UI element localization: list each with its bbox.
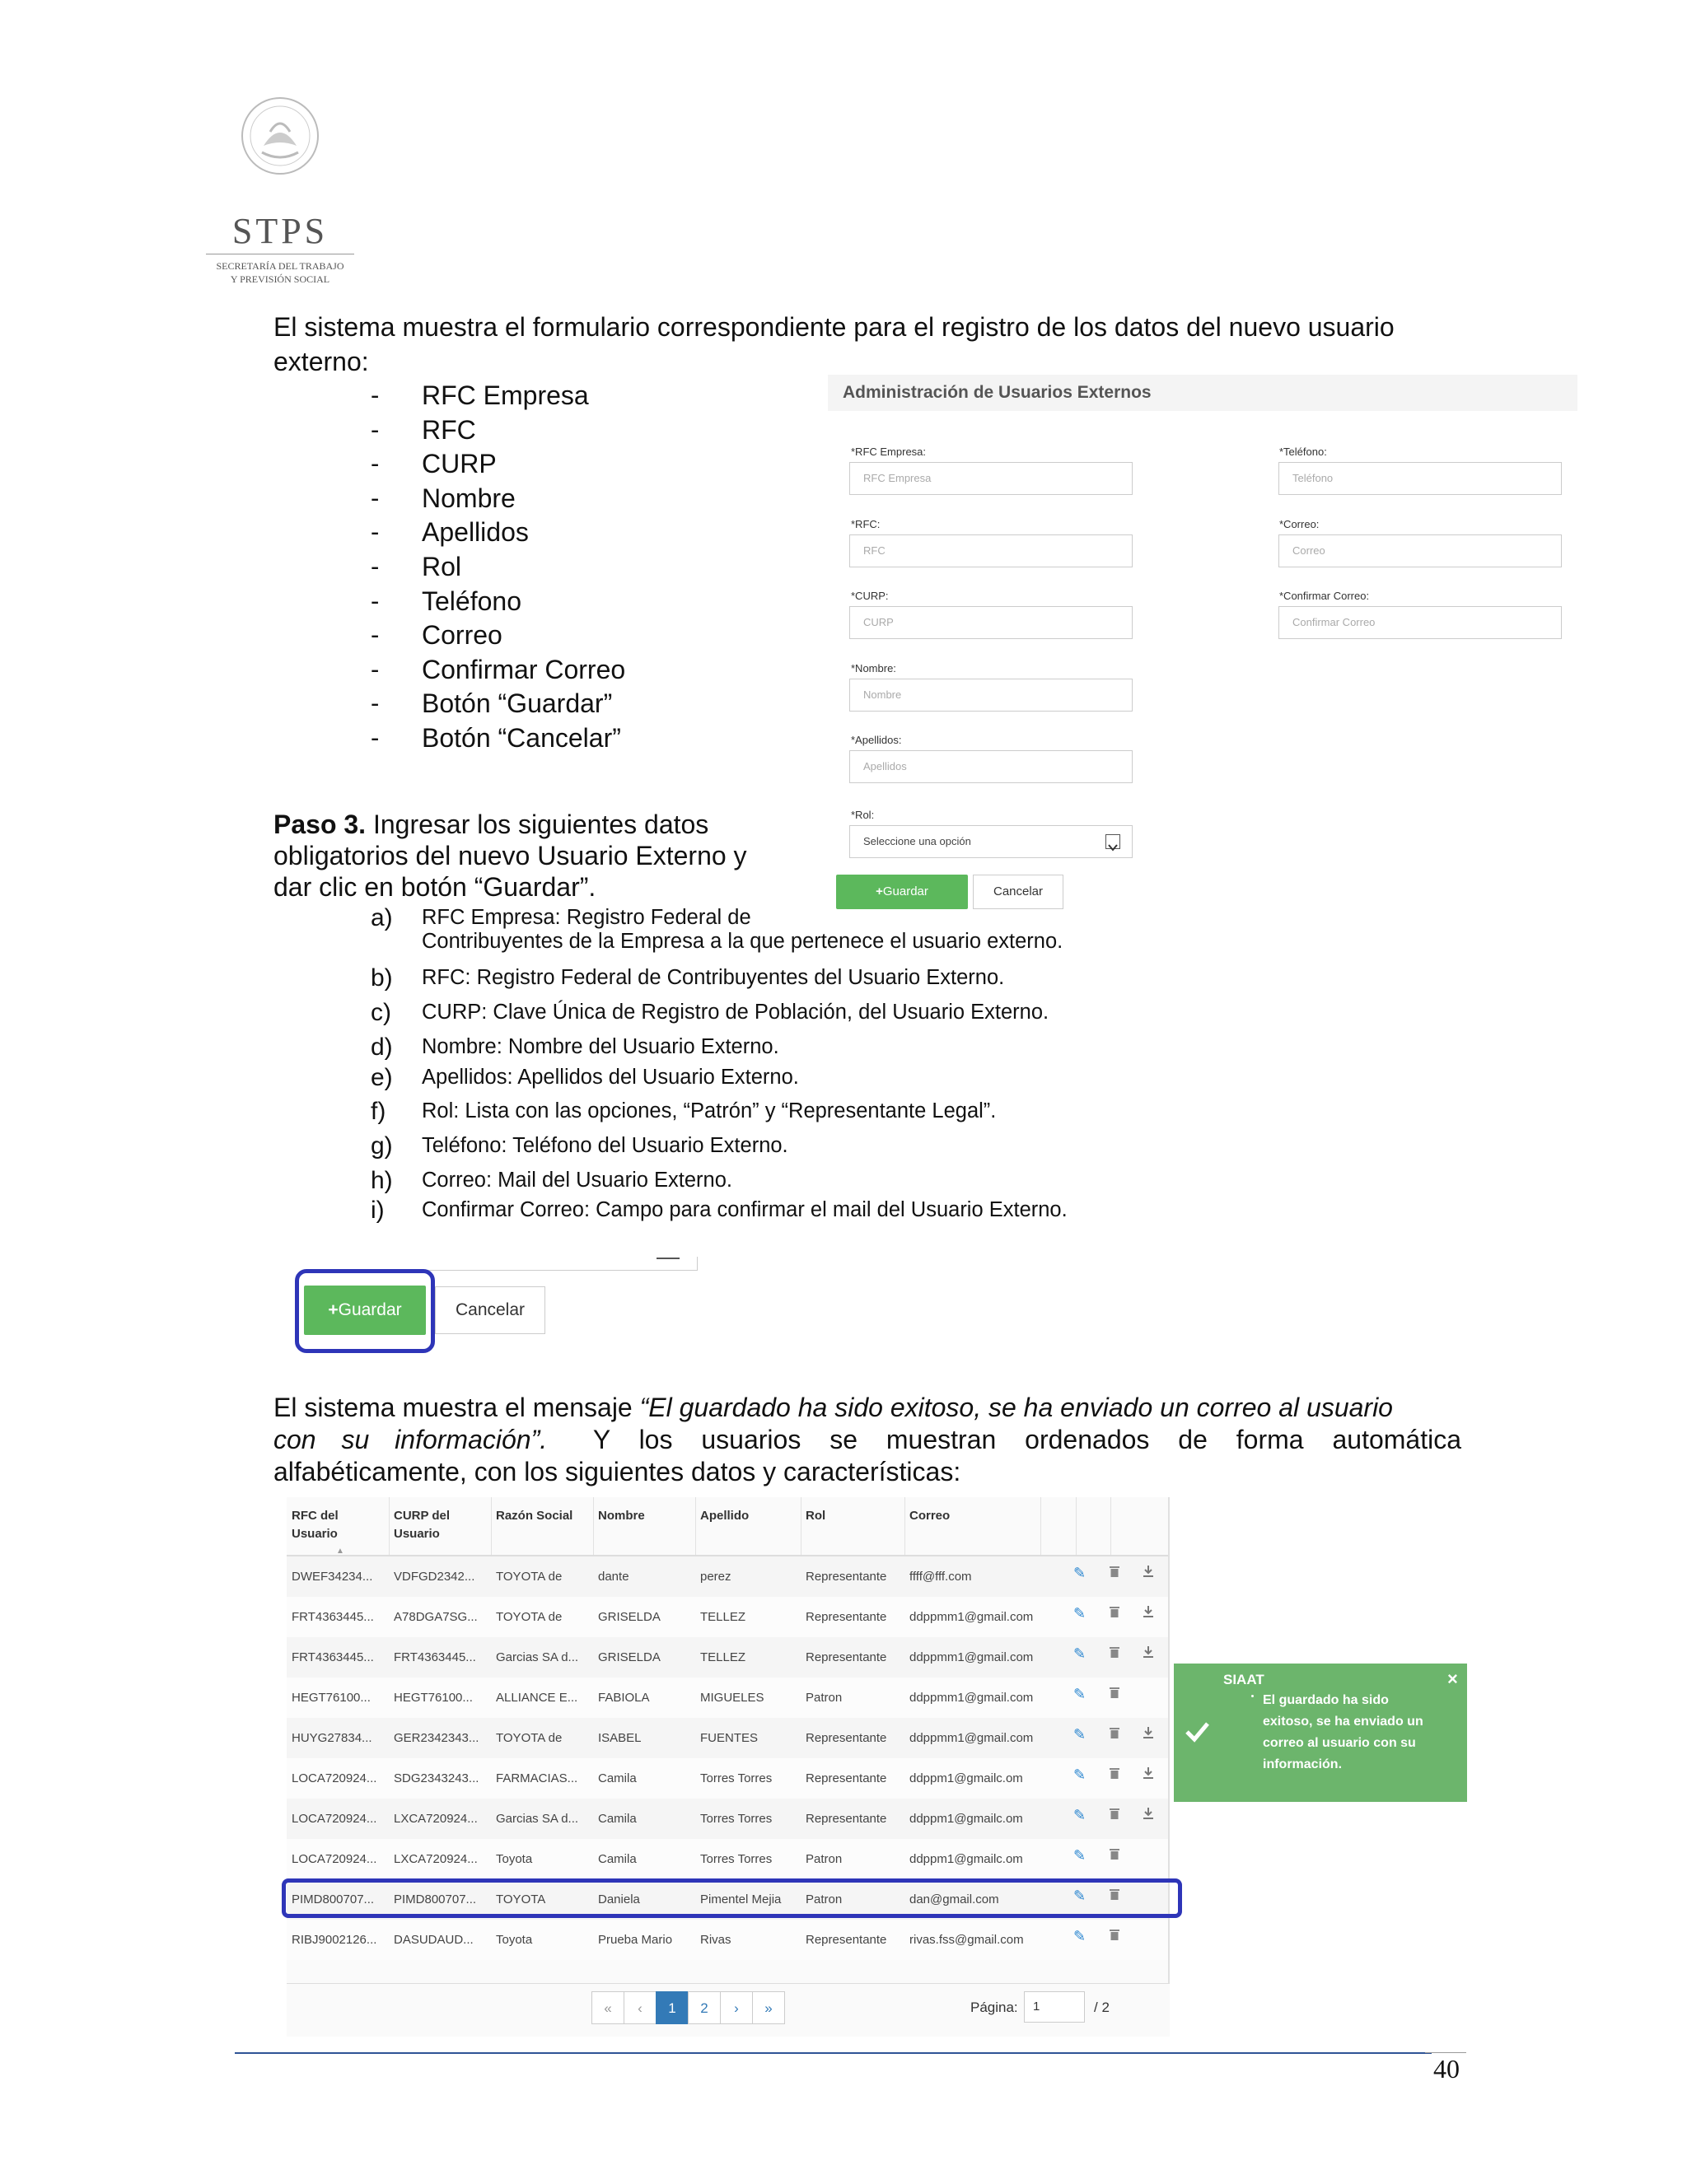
minus-icon [657, 1258, 680, 1259]
table-row[interactable] [287, 1637, 1170, 1678]
table-cell: GRISELDA [598, 1650, 661, 1664]
edit-icon[interactable]: ✎ [1073, 1686, 1087, 1702]
table-cell: PIMD800707... [292, 1892, 375, 1906]
header-divider [1076, 1497, 1077, 1555]
description-text: Apellidos: Apellidos del Usuario Externo. [422, 1066, 799, 1089]
table-cell: DWEF34234... [292, 1570, 373, 1584]
edit-icon[interactable]: ✎ [1073, 1928, 1087, 1944]
list-dash: - [371, 586, 380, 615]
table-cell: Garcias SA d... [496, 1812, 579, 1826]
table-cell: PIMD800707... [394, 1892, 477, 1906]
toast-message-line: exitoso, se ha enviado un [1263, 1715, 1423, 1729]
table-cell: ddppmm1@gmail.com [909, 1731, 1034, 1745]
table-cell: Patron [806, 1852, 843, 1866]
list-dash: - [371, 552, 380, 581]
table-cell: Representante [806, 1812, 887, 1826]
table-cell: LOCA720924... [292, 1771, 377, 1785]
chevron-down-icon [1105, 834, 1120, 849]
edit-icon[interactable]: ✎ [1073, 1726, 1087, 1743]
table-header[interactable] [700, 1507, 749, 1525]
field-list-item: Botón “Cancelar” [422, 723, 621, 753]
table-cell: ISABEL [598, 1731, 642, 1745]
step3-line2: obligatorios del nuevo Usuario Externo y [273, 841, 747, 870]
step3-line1-text: Ingresar los siguientes datos [366, 810, 709, 839]
table-row[interactable] [287, 1597, 1170, 1637]
zoom-save-button[interactable] [304, 1286, 426, 1335]
download-icon[interactable] [1142, 1605, 1155, 1622]
pagination [591, 1991, 789, 2024]
edit-icon[interactable]: ✎ [1073, 1645, 1087, 1662]
highlight-row-box [282, 1878, 1182, 1918]
field-list-item: Correo [422, 620, 502, 651]
edit-icon[interactable]: ✎ [1073, 1766, 1087, 1783]
logo-sub-line1: SECRETARÍA DEL TRABAJO [216, 260, 344, 272]
message-l1b: “El guardado ha sido exitoso, se ha enviado un correo al usuario [639, 1393, 1393, 1422]
table-row[interactable] [287, 1758, 1170, 1799]
description-letter: i) [371, 1197, 385, 1224]
field-list-item: RFC Empresa [422, 380, 589, 410]
description-letter: d) [371, 1034, 393, 1061]
table-cell: TELLEZ [700, 1610, 746, 1624]
toast-message-line: información. [1263, 1757, 1343, 1771]
download-icon[interactable] [1142, 1807, 1155, 1824]
description-text-cont: Contribuyentes de la Empresa a la que pertenece el usuario externo. [422, 930, 1063, 953]
list-dash: - [371, 654, 380, 684]
form-field-label: *Nombre: [851, 661, 896, 674]
admin-form-panel [828, 375, 1577, 922]
table-cell: dan@gmail.com [909, 1892, 999, 1906]
table-cell: TOYOTA de [496, 1610, 563, 1624]
header-divider [491, 1497, 492, 1555]
trash-icon[interactable] [1109, 1686, 1120, 1703]
table-cell: Torres Torres [700, 1852, 773, 1866]
prev-page-button[interactable]: ‹ [624, 1991, 657, 2024]
edit-icon[interactable]: ✎ [1073, 1807, 1087, 1823]
field-list-item: CURP [422, 449, 497, 479]
message-l2b: Y los usuarios se muestran ordenados de forma automática [592, 1425, 1461, 1454]
table-row[interactable] [287, 1556, 1170, 1597]
list-dash: - [371, 483, 380, 512]
list-dash: - [371, 449, 380, 478]
header-line1: RFC del [292, 1509, 339, 1523]
rol-label: *Rol: [851, 809, 875, 821]
header-line1: Nombre [598, 1509, 645, 1523]
footer-line [235, 2052, 1432, 2054]
form-input[interactable]: CURP [849, 606, 1133, 639]
field-list-item: Apellidos [422, 517, 529, 548]
description-letter: b) [371, 964, 393, 992]
trash-icon[interactable] [1109, 1766, 1120, 1784]
table-cell: Representante [806, 1771, 887, 1785]
table-cell: Camila [598, 1771, 637, 1785]
header-divider [695, 1497, 696, 1555]
table-cell: ddppmm1@gmail.com [909, 1610, 1034, 1624]
message-line1 [273, 1390, 1461, 1425]
table-row[interactable] [287, 1839, 1170, 1879]
table-cell: Rivas [700, 1933, 731, 1947]
intro-line2: externo: [273, 347, 369, 376]
field-list-item: Teléfono [422, 586, 521, 616]
table-header[interactable] [909, 1507, 950, 1525]
table-cell: ddppm1@gmailc.om [909, 1812, 1023, 1826]
table-cell: FRT4363445... [394, 1650, 476, 1664]
sort-asc-icon: ▲ [336, 1547, 344, 1556]
trash-icon[interactable] [1109, 1605, 1120, 1622]
table-cell: Pimentel Mejia [700, 1892, 782, 1906]
toast-close-icon[interactable]: × [1447, 1668, 1458, 1689]
header-divider [389, 1497, 390, 1555]
form-input[interactable]: Correo [1278, 534, 1562, 567]
form-input[interactable]: Confirmar Correo [1278, 606, 1562, 639]
logo-subtitle [198, 259, 362, 286]
table-cell: Camila [598, 1852, 637, 1866]
trash-icon[interactable] [1109, 1726, 1120, 1743]
edit-icon[interactable]: ✎ [1073, 1888, 1087, 1904]
trash-icon[interactable] [1109, 1565, 1120, 1582]
trash-icon[interactable] [1109, 1928, 1120, 1945]
download-icon[interactable] [1142, 1726, 1155, 1743]
form-input[interactable]: Apellidos [849, 750, 1133, 783]
rol-select-value: Seleccione una opción [863, 835, 971, 847]
form-field-label: *Confirmar Correo: [1279, 590, 1370, 602]
table-cell: Representante [806, 1731, 887, 1745]
table-cell: FUENTES [700, 1731, 759, 1745]
description-text: Teléfono: Teléfono del Usuario Externo. [422, 1134, 788, 1157]
message-l1a: El sistema muestra el mensaje [273, 1393, 640, 1422]
table-cell: SDG2343243... [394, 1771, 479, 1785]
table-cell: Patron [806, 1892, 843, 1906]
header-divider [1110, 1497, 1111, 1555]
table-cell: ddppm1@gmailc.om [909, 1852, 1023, 1866]
table-cell: Toyota [496, 1852, 533, 1866]
table-cell: A78DGA7SG... [394, 1610, 478, 1624]
table-cell: Toyota [496, 1933, 533, 1947]
page-total: / 2 [1094, 2000, 1110, 2015]
step3-line1 [273, 807, 708, 842]
toast-message-line: correo al usuario con su [1263, 1736, 1416, 1750]
download-icon[interactable] [1142, 1766, 1155, 1784]
table-cell: Patron [806, 1691, 843, 1705]
table-cell: Torres Torres [700, 1812, 773, 1826]
page-input[interactable]: 1 [1024, 1991, 1085, 2023]
header-divider [904, 1497, 905, 1555]
field-list-item: Rol [422, 552, 462, 581]
table-cell: LXCA720924... [394, 1812, 478, 1826]
table-cell: HUYG27834... [292, 1731, 372, 1745]
table-row[interactable] [287, 1920, 1170, 1960]
table-header[interactable] [394, 1507, 450, 1543]
table-cell: ddppmm1@gmail.com [909, 1650, 1034, 1664]
header-line2: Usuario [292, 1527, 338, 1541]
table-row[interactable] [287, 1799, 1170, 1839]
table-cell: MIGUELES [700, 1691, 764, 1705]
message-line3: alfabéticamente, con los siguientes datos y características: [273, 1457, 961, 1486]
table-cell: FRT4363445... [292, 1610, 374, 1624]
logo-sub-line2: Y PREVISIÓN SOCIAL [230, 273, 330, 285]
table-row[interactable] [287, 1678, 1170, 1718]
cancel-button[interactable]: Cancelar [973, 875, 1063, 909]
table-cell: Garcias SA d... [496, 1650, 579, 1664]
table-cell: DASUDAUD... [394, 1933, 474, 1947]
table-cell: FABIOLA [598, 1691, 650, 1705]
table-cell: TOYOTA de [496, 1731, 563, 1745]
step3-bold: Paso 3. [273, 810, 367, 839]
table-cell: ALLIANCE E... [496, 1691, 578, 1705]
table-cell: ddppm1@gmailc.om [909, 1771, 1023, 1785]
description-text: CURP: Clave Única de Registro de Población, del Usuario Externo. [422, 1001, 1049, 1024]
footer-line-end [1425, 2052, 1466, 2053]
description-text: RFC: Registro Federal de Contribuyentes del Usuario Externo. [422, 966, 1005, 989]
list-dash: - [371, 620, 380, 650]
table-cell: HEGT76100... [394, 1691, 473, 1705]
form-field-label: *Teléfono: [1279, 446, 1327, 458]
page-number: 40 [1433, 2054, 1460, 2084]
table-header[interactable] [598, 1507, 645, 1525]
form-field-label: *RFC: [851, 517, 881, 530]
field-list-item: Confirmar Correo [422, 654, 626, 684]
list-dash: - [371, 688, 380, 718]
table-cell: RIBJ9002126... [292, 1933, 377, 1947]
message-line2 [273, 1422, 1461, 1457]
table-header[interactable] [496, 1507, 572, 1525]
table-cell: HEGT76100... [292, 1691, 371, 1705]
message-l2a: con su información”. [273, 1425, 548, 1454]
table-header[interactable] [292, 1507, 339, 1543]
form-field-label: *Correo: [1279, 517, 1320, 530]
edit-icon[interactable]: ✎ [1073, 1847, 1087, 1864]
field-list-item: RFC [422, 414, 476, 445]
header-line1: Razón Social [496, 1509, 573, 1523]
table-cell: rivas.fss@gmail.com [909, 1933, 1024, 1947]
table-cell: Torres Torres [700, 1771, 773, 1785]
description-letter: g) [371, 1132, 393, 1160]
form-field-label: *CURP: [851, 590, 889, 602]
table-cell: FRT4363445... [292, 1650, 374, 1664]
download-icon[interactable] [1142, 1565, 1155, 1582]
zoom-cancel-button[interactable]: Cancelar [435, 1286, 545, 1334]
toast-message-line: El guardado ha sido [1263, 1693, 1389, 1707]
description-text: Rol: Lista con las opciones, “Patrón” y “Representante Legal”. [422, 1099, 997, 1122]
table-cell: Camila [598, 1812, 637, 1826]
pager-divider [287, 1983, 1170, 1984]
save-button-label: Guardar [882, 884, 928, 898]
toast-title: SIAAT [1223, 1672, 1264, 1687]
form-input[interactable]: RFC Empresa [849, 462, 1133, 495]
table-row[interactable] [287, 1718, 1170, 1758]
table-cell: Representante [806, 1570, 887, 1584]
rol-select[interactable] [849, 825, 1133, 858]
form-field-label: *RFC Empresa: [851, 446, 927, 458]
table-cell: ddppmm1@gmail.com [909, 1691, 1034, 1705]
page-2-button[interactable]: 2 [688, 1991, 721, 2024]
page-1-button[interactable]: 1 [656, 1991, 689, 2024]
table-cell: LOCA720924... [292, 1812, 377, 1826]
header-line1: Apellido [700, 1509, 750, 1523]
download-icon[interactable] [1142, 1645, 1155, 1663]
trash-icon[interactable] [1109, 1847, 1120, 1864]
table-cell: perez [700, 1570, 731, 1584]
field-list-item: Nombre [422, 483, 516, 513]
header-divider [593, 1497, 594, 1555]
users-table [287, 1497, 1170, 2037]
description-text: Confirmar Correo: Campo para confirmar el mail del Usuario Externo. [422, 1198, 1068, 1221]
table-cell: Prueba Mario [598, 1933, 673, 1947]
edit-icon[interactable]: ✎ [1073, 1565, 1087, 1581]
trash-icon[interactable] [1109, 1645, 1120, 1663]
description-letter: h) [371, 1167, 393, 1194]
table-cell: ffff@fff.com [909, 1570, 972, 1584]
table-cell: TELLEZ [700, 1650, 746, 1664]
table-cell: TOYOTA [496, 1892, 546, 1906]
table-cell: Representante [806, 1933, 887, 1947]
save-button[interactable] [836, 875, 968, 909]
edit-icon[interactable]: ✎ [1073, 1605, 1087, 1622]
toast-bullet [1251, 1695, 1254, 1697]
next-page-button[interactable]: › [720, 1991, 753, 2024]
zoom-save-label: Guardar [338, 1300, 402, 1319]
form-input[interactable]: RFC [849, 534, 1133, 567]
trash-icon[interactable] [1109, 1807, 1120, 1824]
header-divider [1040, 1497, 1041, 1555]
header-line1: CURP del [394, 1509, 451, 1523]
table-cell: FARMACIAS... [496, 1771, 578, 1785]
form-field-label: *Apellidos: [851, 734, 902, 746]
list-dash: - [371, 517, 380, 547]
description-letter: f) [371, 1098, 386, 1125]
intro-line1: El sistema muestra el formulario correspondiente para el registro de los datos del nuevo usuario [273, 312, 1395, 342]
table-cell: GRISELDA [598, 1610, 661, 1624]
table-cell: dante [598, 1570, 629, 1584]
logo-title: STPS [231, 211, 329, 251]
form-title: Administración de Usuarios Externos [828, 375, 1577, 411]
description-letter: a) [371, 904, 393, 931]
description-text: Nombre: Nombre del Usuario Externo. [422, 1035, 779, 1058]
description-letter: c) [371, 999, 391, 1026]
first-page-button[interactable]: « [591, 1991, 624, 2024]
table-cell: Representante [806, 1650, 887, 1664]
table-cell: LXCA720924... [394, 1852, 478, 1866]
list-dash: - [371, 414, 380, 444]
header-line1: Rol [806, 1509, 826, 1523]
success-toast [1174, 1664, 1467, 1802]
table-header[interactable] [806, 1507, 825, 1525]
plus-icon: + [876, 884, 883, 898]
page-label: Página: [970, 2000, 1018, 2015]
table-cell: Daniela [598, 1892, 640, 1906]
description-letter: e) [371, 1064, 393, 1091]
table-cell: GER2342343... [394, 1731, 479, 1745]
header-line1: Correo [909, 1509, 951, 1523]
table-cell: Representante [806, 1610, 887, 1624]
table-cell: TOYOTA de [496, 1570, 563, 1584]
list-dash: - [371, 380, 380, 409]
description-text: Correo: Mail del Usuario Externo. [422, 1169, 732, 1192]
table-cell: LOCA720924... [292, 1852, 377, 1866]
form-input[interactable]: Teléfono [1278, 462, 1562, 495]
description-text: RFC Empresa: Registro Federal de [422, 906, 751, 929]
form-input[interactable]: Nombre [849, 679, 1133, 712]
check-icon [1180, 1715, 1213, 1748]
list-dash: - [371, 723, 380, 752]
step3-line3: dar clic en botón “Guardar”. [273, 872, 596, 902]
plus-icon: + [328, 1300, 339, 1319]
last-page-button[interactable]: » [752, 1991, 785, 2024]
field-list-item: Botón “Guardar” [422, 688, 613, 719]
stps-logo [198, 91, 362, 296]
mexico-seal-icon [239, 95, 321, 177]
table-cell: VDFGD2342... [394, 1570, 475, 1584]
header-line2: Usuario [394, 1527, 440, 1541]
